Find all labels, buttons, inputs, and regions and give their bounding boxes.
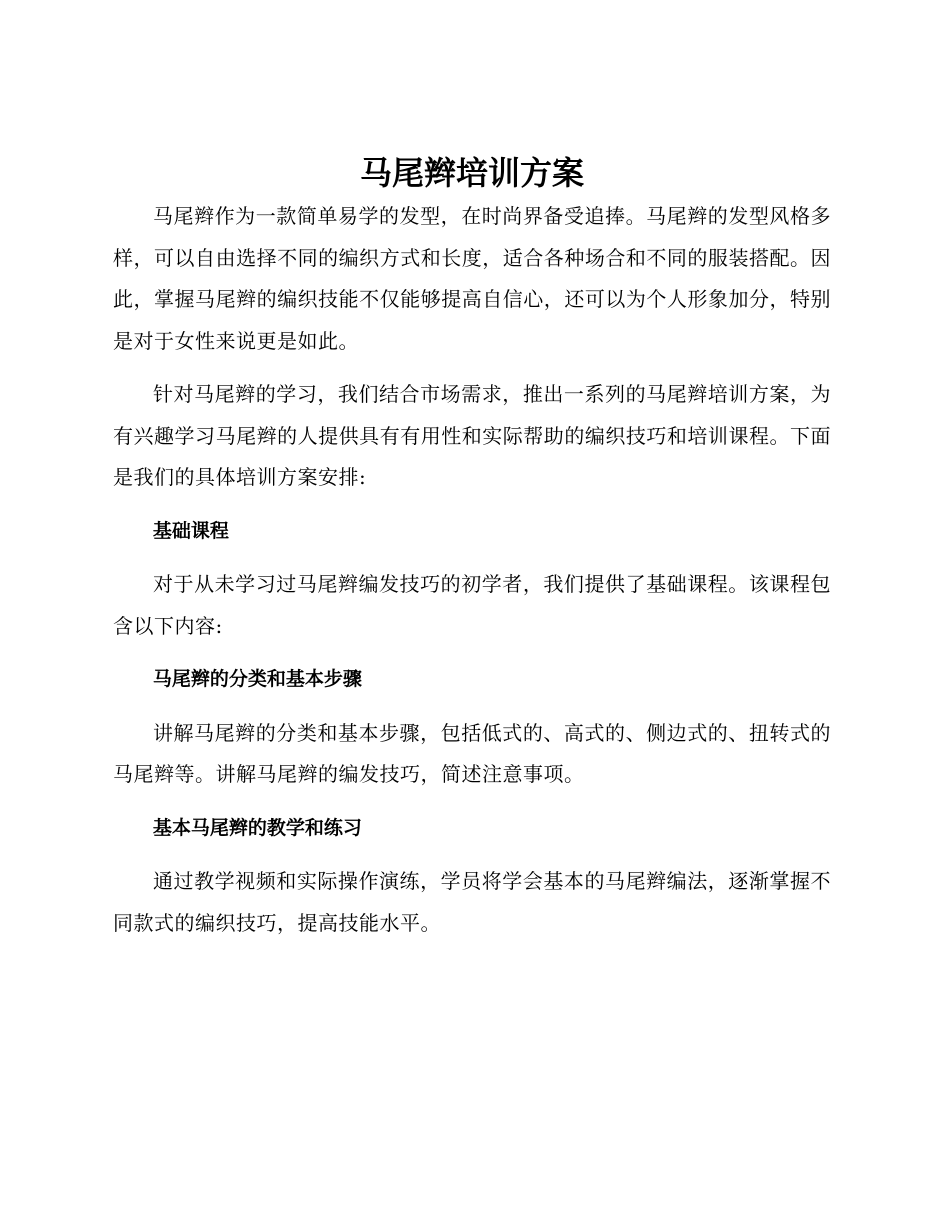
section-heading-types-and-steps: 马尾辫的分类和基本步骤 (152, 668, 362, 690)
intro-paragraph: 马尾辫作为一款简单易学的发型，在时尚界备受追捧。马尾辫的发型风格多样，可以自由选择不同的编织方式和长度，适合各种场合和不同的服装搭配。因此，掌握马尾辫的编织技能不仅能够提高自信心，还可以为个人形象加分，特别是对于女性来说更是如此。 (113, 204, 831, 353)
section-paragraph-teaching-and-practice: 通过教学视频和实际操作演练，学员将学会基本的马尾辫编法，逐渐掌握不同款式的编织技巧，提高技能水平。 (113, 869, 831, 935)
section-paragraph-basic-course: 对于从未学习过马尾辫编发技巧的初学者，我们提供了基础课程。该课程包含以下内容: (113, 572, 831, 638)
document-title: 马尾辫培训方案 (359, 154, 584, 192)
document-body (113, 150, 831, 956)
section-paragraph-types-and-steps: 讲解马尾辫的分类和基本步骤，包括低式的、高式的、侧边式的、扭转式的马尾辫等。讲解马尾辫的编发技巧，简述注意事项。 (113, 720, 831, 786)
intro-paragraph: 针对马尾辫的学习，我们结合市场需求，推出一系列的马尾辫培训方案，为有兴趣学习马尾辫的人提供具有有用性和实际帮助的编织技巧和培训课程。下面是我们的具体培训方案安排: (113, 382, 831, 489)
section-heading-teaching-and-practice: 基本马尾辫的教学和练习 (152, 816, 362, 839)
section-heading-basic-course: 基础课程 (152, 519, 229, 542)
